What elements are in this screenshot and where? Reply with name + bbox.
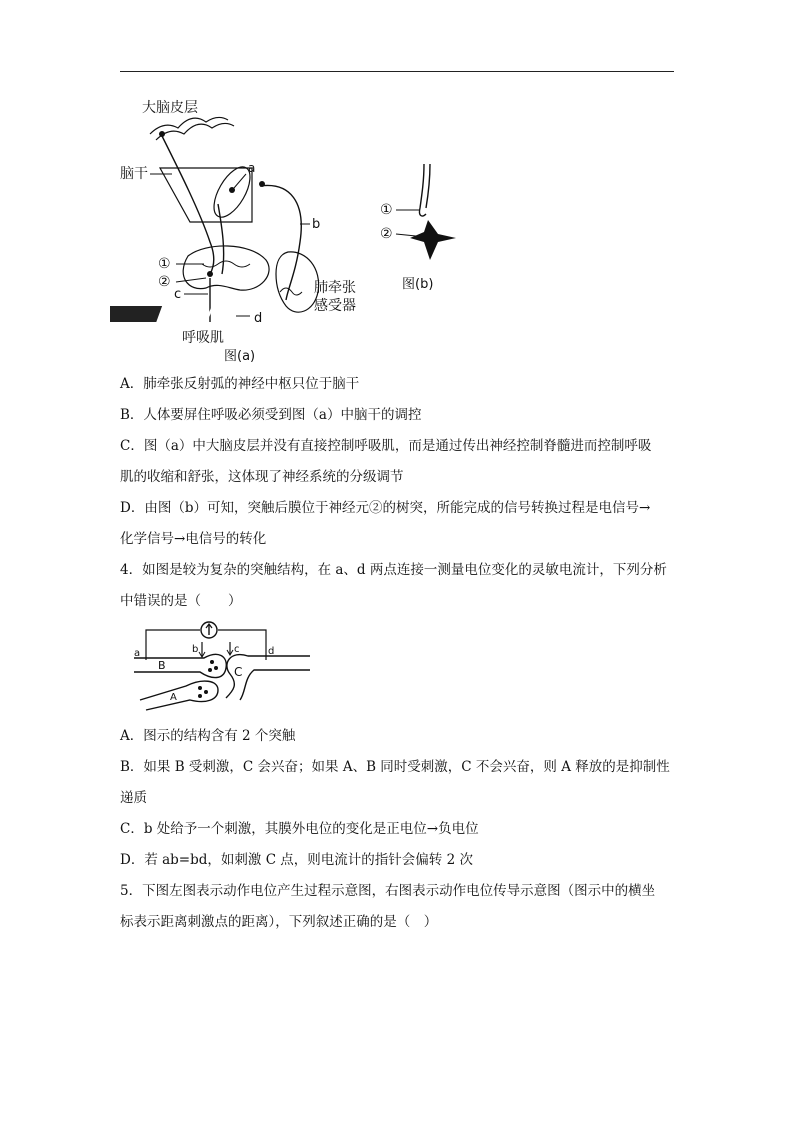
q4-option-b-line1: B．如果 B 受刺激，C 会兴奋；如果 A、B 同时受刺激，C 不会兴奋，则 A 释放的是抑制性 bbox=[120, 759, 670, 775]
point-b-label: b bbox=[312, 217, 321, 232]
marker-1: ① bbox=[158, 256, 171, 272]
synapse-label-c: c bbox=[234, 644, 240, 655]
q4-stem-line2: 中错误的是（ ） bbox=[120, 593, 242, 609]
figure-b-caption: 图(b) bbox=[402, 277, 434, 292]
q4-stem-line1: 4．如图是较为复杂的突触结构，在 a、d 两点连接一测量电位变化的灵敏电流计，下列分析 bbox=[120, 562, 667, 578]
marker-2: ② bbox=[158, 274, 171, 290]
receptor-label-1: 肺牵张 bbox=[314, 280, 356, 296]
synapse-label-C: C bbox=[234, 665, 243, 679]
q5-stem-line1: 5．下图左图表示动作电位产生过程示意图，右图表示动作电位传导示意图（图示中的横坐 bbox=[120, 883, 656, 899]
q3-option-c-line2: 肌的收缩和舒张，这体现了神经系统的分级调节 bbox=[120, 469, 404, 485]
header-rule bbox=[120, 71, 674, 72]
q5-stem-line2: 标表示距离刺激点的距离），下列叙述正确的是（ ） bbox=[120, 914, 438, 930]
point-c-label: c bbox=[174, 287, 182, 302]
figure-a-caption: 图(a) bbox=[224, 349, 256, 364]
synapse-label-B: B bbox=[158, 659, 166, 672]
point-a-label: a bbox=[248, 161, 256, 175]
synapse-label-A: A bbox=[170, 692, 177, 703]
synapse-label-d: d bbox=[268, 646, 275, 657]
q4-option-a: A．图示的结构含有 2 个突触 bbox=[120, 728, 296, 744]
q4-option-b-line2: 递质 bbox=[120, 790, 147, 806]
q3-option-b: B．人体要屏住呼吸必须受到图（a）中脑干的调控 bbox=[120, 407, 422, 423]
q4-synapse-figure bbox=[130, 620, 314, 712]
q4-option-c: C．b 处给予一个刺激，其膜外电位的变化是正电位→负电位 bbox=[120, 821, 479, 837]
figure-a-reflex-arc bbox=[110, 92, 380, 364]
synapse-label-a: a bbox=[134, 648, 141, 659]
brainstem-label: 脑干 bbox=[120, 166, 148, 182]
respiratory-muscle-icon bbox=[110, 306, 224, 322]
q3-option-d-line2: 化学信号→电信号的转化 bbox=[120, 531, 267, 547]
receptor-label-2: 感受器 bbox=[314, 298, 356, 314]
q3-option-a: A．肺牵张反射弧的神经中枢只位于脑干 bbox=[120, 376, 360, 392]
muscle-label: 呼吸肌 bbox=[182, 330, 224, 346]
figure-b-synapse bbox=[376, 160, 466, 296]
q3-option-d-line1: D．由图（b）可知，突触后膜位于神经元②的树突，所能完成的信号转换过程是电信号→ bbox=[120, 500, 651, 516]
cortex-label: 大脑皮层 bbox=[142, 100, 198, 116]
marker-2: ② bbox=[380, 226, 393, 242]
q4-option-d: D．若 ab=bd，如刺激 C 点，则电流计的指针会偏转 2 次 bbox=[120, 852, 473, 868]
marker-1: ① bbox=[380, 202, 393, 218]
synapse-label-b: b bbox=[192, 644, 199, 655]
point-d-label: d bbox=[254, 311, 263, 326]
q3-option-c-line1: C．图（a）中大脑皮层并没有直接控制呼吸肌，而是通过传出神经控制脊髓进而控制呼吸 bbox=[120, 438, 652, 454]
